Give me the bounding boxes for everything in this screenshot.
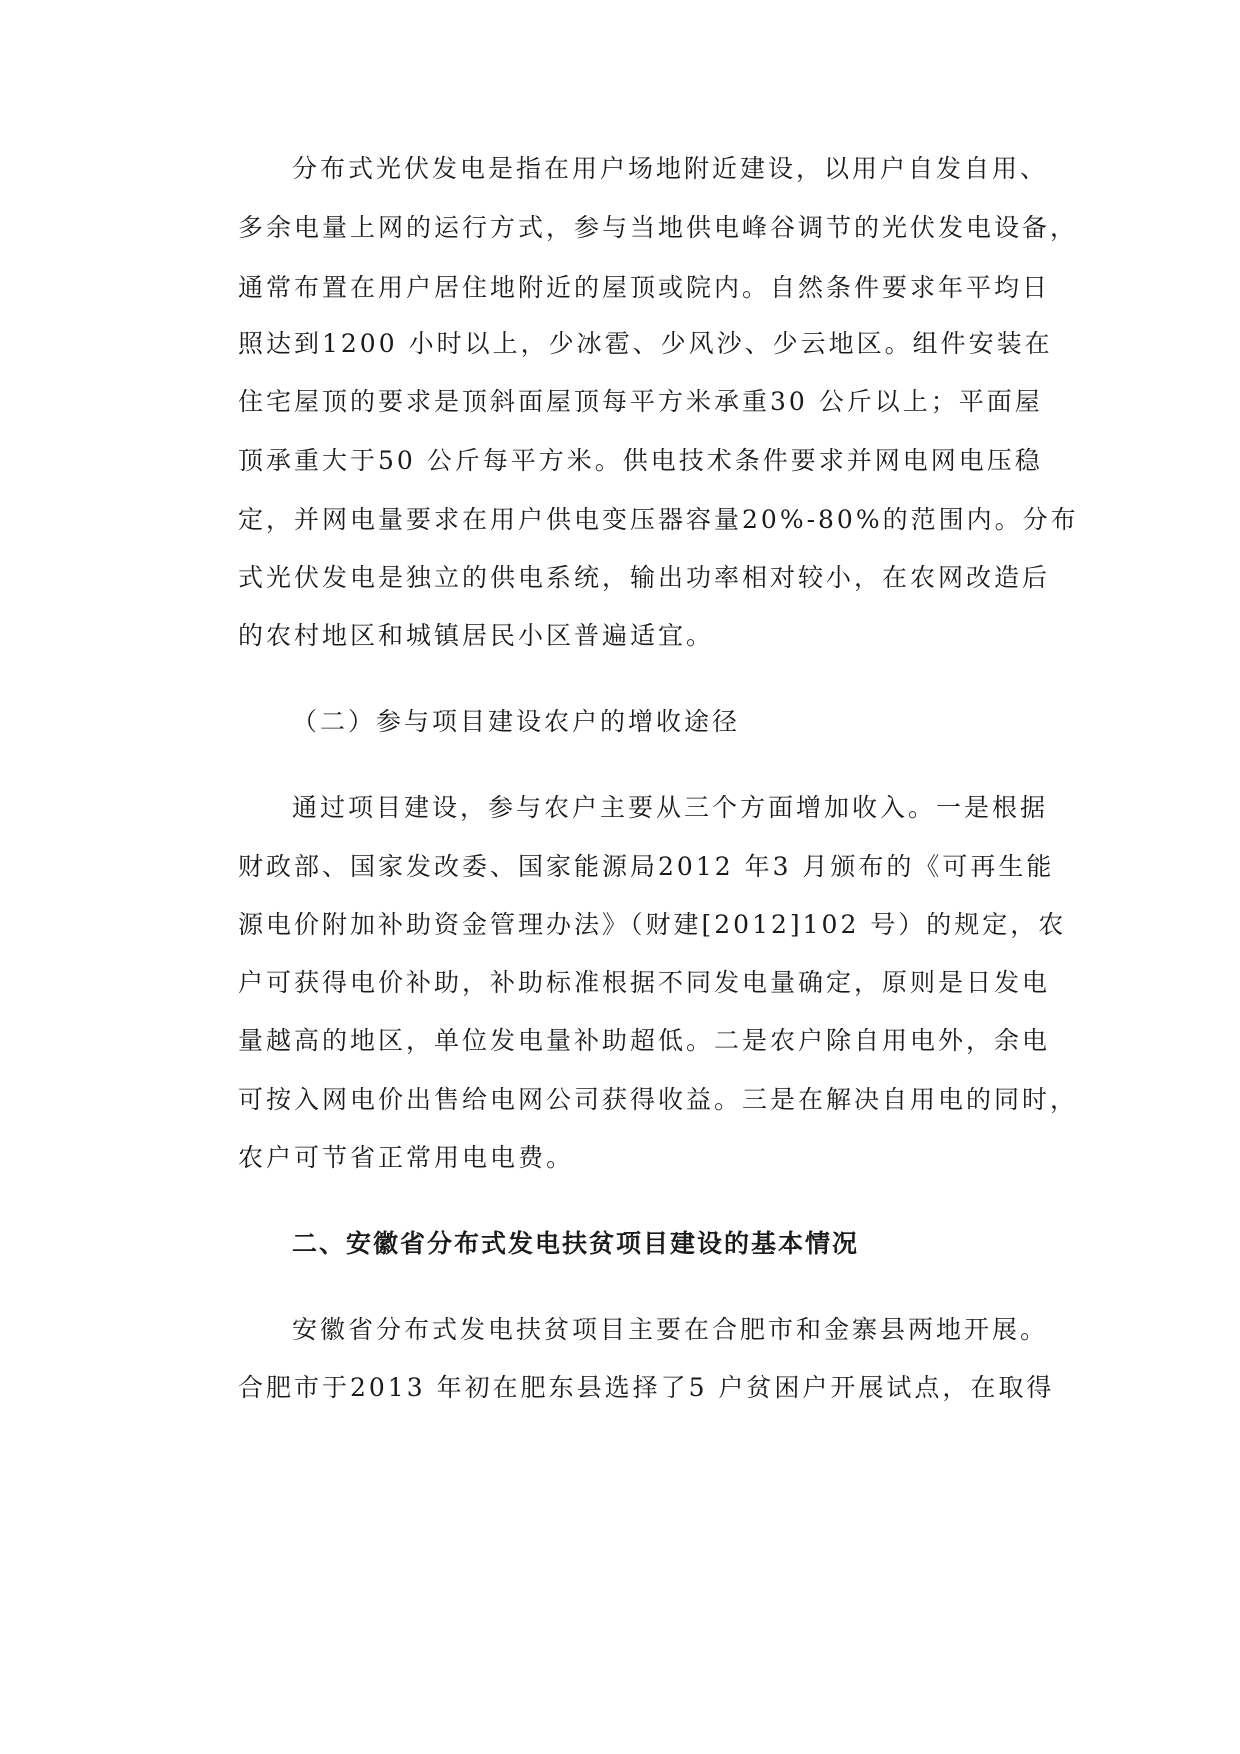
paragraph-line: 安徽省分布式发电扶贫项目主要在合肥市和金寨县两地开展。: [292, 1315, 1049, 1344]
paragraph-line: 多余电量上网的运行方式，参与当地供电峰谷调节的光伏发电设备，: [238, 213, 1079, 242]
paragraph-line: 照达到1200 小时以上，少冰雹、少风沙、少云地区。组件安装在: [238, 329, 1053, 358]
section-heading: 二、安徽省分布式发电扶贫项目建设的基本情况: [292, 1229, 860, 1258]
paragraph-line: 住宅屋顶的要求是顶斜面屋顶每平方米承重30 公斤以上；平面屋: [238, 387, 1043, 416]
paragraph-line: 顶承重大于50 公斤每平方米。供电技术条件要求并网电网电压稳: [238, 446, 1043, 475]
paragraph-line: 通常布置在用户居住地附近的屋顶或院内。自然条件要求年平均日: [238, 273, 1051, 302]
paragraph-line: 通过项目建设，参与农户主要从三个方面增加收入。一是根据: [292, 793, 1049, 822]
paragraph-line: 财政部、国家发改委、国家能源局2012 年3 月颁布的《可再生能: [238, 852, 1055, 881]
paragraph-line: 的农村地区和城镇居民小区普遍适宜。: [238, 621, 715, 650]
paragraph-line: 式光伏发电是独立的供电系统，输出功率相对较小，在农网改造后: [238, 563, 1051, 592]
paragraph-line: 定，并网电量要求在用户供电变压器容量20%-80%的范围内。分布: [238, 505, 1079, 534]
paragraph-line: 农户可节省正常用电电费。: [238, 1143, 575, 1172]
paragraph-line: 户可获得电价补助，补助标准根据不同发电量确定，原则是日发电: [238, 968, 1051, 997]
paragraph-line: 分布式光伏发电是指在用户场地附近建设，以用户自发自用、: [292, 154, 1049, 183]
paragraph-line: 源电价附加补助资金管理办法》（财建[2012]102 号）的规定，农: [238, 910, 1067, 939]
paragraph-line: 量越高的地区，单位发电量补助超低。二是农户除自用电外，余电: [238, 1026, 1051, 1055]
section-subheading: （二）参与项目建设农户的增收途径: [292, 707, 741, 736]
paragraph-line: 合肥市于2013 年初在肥东县选择了5 户贫困户开展试点，在取得: [238, 1373, 1055, 1402]
paragraph-line: 可按入网电价出售给电网公司获得收益。三是在解决自用电的同时，: [238, 1085, 1079, 1114]
